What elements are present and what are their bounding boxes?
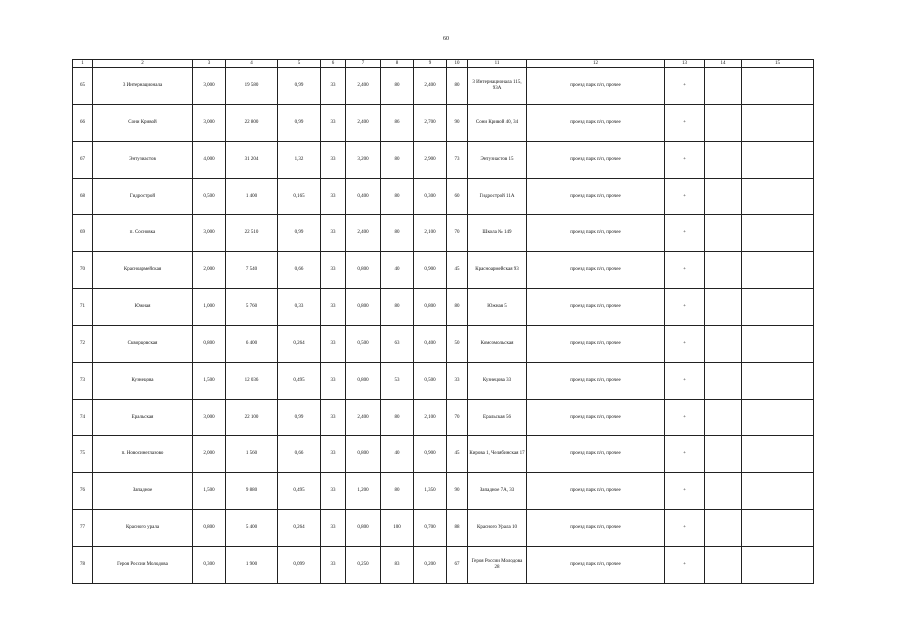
actual-load-cell: 0,400 (346, 178, 381, 215)
column-number: 11 (468, 60, 527, 68)
actual-percent-cell: 80 (381, 141, 414, 178)
address-cell: Комсомольская (468, 325, 527, 362)
empty-cell (705, 252, 742, 289)
forecast-load-cell: 2,900 (414, 141, 447, 178)
table-row (73, 436, 814, 473)
capacity-cell: 0,800 (193, 325, 226, 362)
mark-cell: + (665, 399, 705, 436)
column-number: 12 (527, 60, 665, 68)
forecast-percent-cell: 88 (447, 510, 468, 547)
site-name-cell: п. Сосновка (93, 215, 193, 252)
forecast-load-cell: 0,200 (414, 546, 447, 583)
purpose-text-cell: проезд парк п/п, прочее (527, 325, 665, 362)
load-value-cell: 0,99 (278, 104, 321, 141)
forecast-percent-cell: 45 (447, 436, 468, 473)
address-cell: Южная 5 (468, 289, 527, 326)
column-number: 9 (414, 60, 447, 68)
forecast-load-cell: 2,100 (414, 215, 447, 252)
capacity-cell: 0,500 (193, 178, 226, 215)
address-cell: Школа № 149 (468, 215, 527, 252)
row-number-cell: 66 (73, 104, 93, 141)
address-cell: Еральская 56 (468, 399, 527, 436)
actual-percent-cell: 80 (381, 289, 414, 326)
capacity-cell: 0,800 (193, 510, 226, 547)
forecast-percent-cell: 90 (447, 473, 468, 510)
empty-cell (742, 104, 814, 141)
actual-load-cell: 3,200 (346, 141, 381, 178)
address-cell: 3 Интернационала 115, 93А (468, 68, 527, 105)
forecast-percent-cell: 70 (447, 399, 468, 436)
site-name-cell: Гидрострой (93, 178, 193, 215)
forecast-percent-cell: 80 (447, 68, 468, 105)
mark-cell: + (665, 289, 705, 326)
column-number: 1 (73, 60, 93, 68)
load-value-cell: 0,264 (278, 325, 321, 362)
norm-percent-cell: 33 (321, 289, 346, 326)
mark-cell: + (665, 252, 705, 289)
site-name-cell: Сони Кривой (93, 104, 193, 141)
capacity-cell: 1,500 (193, 362, 226, 399)
actual-percent-cell: 40 (381, 436, 414, 473)
purpose-text-cell: проезд парк п/п, прочее (527, 252, 665, 289)
table-row (73, 178, 814, 215)
actual-load-cell: 2,400 (346, 399, 381, 436)
site-name-cell: Красного урала (93, 510, 193, 547)
forecast-percent-cell: 45 (447, 252, 468, 289)
actual-load-cell: 0,250 (346, 546, 381, 583)
population-cell: 22 100 (226, 399, 278, 436)
capacity-cell: 3,000 (193, 68, 226, 105)
row-number-cell: 70 (73, 252, 93, 289)
table-row (73, 104, 814, 141)
forecast-load-cell: 0,500 (414, 362, 447, 399)
load-value-cell: 0,99 (278, 399, 321, 436)
page-number: 60 (443, 36, 449, 42)
actual-load-cell: 0,800 (346, 289, 381, 326)
address-cell: Гидрострой 11А (468, 178, 527, 215)
purpose-text-cell: проезд парк п/п, прочее (527, 399, 665, 436)
mark-cell: + (665, 104, 705, 141)
column-number: 4 (226, 60, 278, 68)
row-number-cell: 74 (73, 399, 93, 436)
forecast-load-cell: 2,100 (414, 399, 447, 436)
load-value-cell: 0,264 (278, 510, 321, 547)
norm-percent-cell: 33 (321, 436, 346, 473)
capacity-cell: 4,000 (193, 141, 226, 178)
purpose-text-cell: проезд парк п/п, прочее (527, 178, 665, 215)
site-name-cell: п. Новосинеглазово (93, 436, 193, 473)
population-cell: 1 400 (226, 178, 278, 215)
site-name-cell: Кузнецова (93, 362, 193, 399)
column-number: 10 (447, 60, 468, 68)
actual-load-cell: 1,200 (346, 473, 381, 510)
actual-load-cell: 0,500 (346, 325, 381, 362)
purpose-text-cell: проезд парк п/п, прочее (527, 546, 665, 583)
table-row (73, 325, 814, 362)
forecast-load-cell: 1,350 (414, 473, 447, 510)
actual-percent-cell: 63 (381, 325, 414, 362)
column-number: 13 (665, 60, 705, 68)
forecast-load-cell: 2,400 (414, 68, 447, 105)
norm-percent-cell: 33 (321, 362, 346, 399)
empty-cell (705, 436, 742, 473)
norm-percent-cell: 33 (321, 141, 346, 178)
population-cell: 5 760 (226, 289, 278, 326)
table-row (73, 68, 814, 105)
norm-percent-cell: 33 (321, 510, 346, 547)
capacity-cell: 1,000 (193, 289, 226, 326)
purpose-text-cell: проезд парк п/п, прочее (527, 436, 665, 473)
actual-load-cell: 0,800 (346, 252, 381, 289)
forecast-percent-cell: 33 (447, 362, 468, 399)
forecast-percent-cell: 50 (447, 325, 468, 362)
forecast-load-cell: 0,900 (414, 252, 447, 289)
norm-percent-cell: 33 (321, 178, 346, 215)
mark-cell: + (665, 141, 705, 178)
site-name-cell: Скворцовская (93, 325, 193, 362)
capacity-cell: 3,000 (193, 104, 226, 141)
empty-cell (705, 215, 742, 252)
address-cell: Красноармейская 93 (468, 252, 527, 289)
empty-cell (705, 141, 742, 178)
population-cell: 9 880 (226, 473, 278, 510)
row-number-cell: 75 (73, 436, 93, 473)
norm-percent-cell: 33 (321, 546, 346, 583)
forecast-percent-cell: 80 (447, 289, 468, 326)
forecast-percent-cell: 60 (447, 178, 468, 215)
empty-cell (742, 141, 814, 178)
address-cell: Героя России Молодова 28 (468, 546, 527, 583)
capacity-cell: 1,500 (193, 473, 226, 510)
table-row (73, 289, 814, 326)
empty-cell (742, 68, 814, 105)
row-number-cell: 76 (73, 473, 93, 510)
site-name-cell: Героя России Молодова (93, 546, 193, 583)
column-number: 2 (93, 60, 193, 68)
population-cell: 31 204 (226, 141, 278, 178)
column-number: 14 (705, 60, 742, 68)
mark-cell: + (665, 436, 705, 473)
load-value-cell: 0,66 (278, 252, 321, 289)
actual-load-cell: 2,400 (346, 104, 381, 141)
purpose-text-cell: проезд парк п/п, прочее (527, 362, 665, 399)
forecast-load-cell: 0,400 (414, 325, 447, 362)
actual-percent-cell: 80 (381, 215, 414, 252)
mark-cell: + (665, 68, 705, 105)
site-name-cell: Западное (93, 473, 193, 510)
forecast-load-cell: 0,800 (414, 289, 447, 326)
norm-percent-cell: 33 (321, 215, 346, 252)
address-cell: Красного Урала 10 (468, 510, 527, 547)
forecast-load-cell: 2,700 (414, 104, 447, 141)
capacity-cell: 2,000 (193, 252, 226, 289)
mark-cell: + (665, 178, 705, 215)
empty-cell (705, 178, 742, 215)
forecast-load-cell: 0,300 (414, 178, 447, 215)
load-value-cell: 0,66 (278, 436, 321, 473)
site-name-cell: 3 Интернационала (93, 68, 193, 105)
row-number-cell: 77 (73, 510, 93, 547)
norm-percent-cell: 33 (321, 104, 346, 141)
load-value-cell: 0,99 (278, 215, 321, 252)
row-number-cell: 69 (73, 215, 93, 252)
column-number: 5 (278, 60, 321, 68)
population-cell: 7 540 (226, 252, 278, 289)
mark-cell: + (665, 362, 705, 399)
empty-cell (742, 362, 814, 399)
capacity-cell: 3,000 (193, 215, 226, 252)
empty-cell (742, 510, 814, 547)
purpose-text-cell: проезд парк п/п, прочее (527, 104, 665, 141)
empty-cell (742, 325, 814, 362)
row-number-cell: 65 (73, 68, 93, 105)
actual-load-cell: 2,400 (346, 215, 381, 252)
purpose-text-cell: проезд парк п/п, прочее (527, 289, 665, 326)
empty-cell (742, 252, 814, 289)
load-value-cell: 0,165 (278, 178, 321, 215)
row-number-cell: 71 (73, 289, 93, 326)
purpose-text-cell: проезд парк п/п, прочее (527, 473, 665, 510)
population-cell: 1 560 (226, 436, 278, 473)
column-number-row (73, 60, 814, 68)
forecast-percent-cell: 90 (447, 104, 468, 141)
address-cell: Кирова 1, Челябинская 17 (468, 436, 527, 473)
population-cell: 5 400 (226, 510, 278, 547)
load-value-cell: 0,099 (278, 546, 321, 583)
address-cell: Кузнецова 33 (468, 362, 527, 399)
table-row (73, 141, 814, 178)
column-number: 6 (321, 60, 346, 68)
population-cell: 6 400 (226, 325, 278, 362)
population-cell: 22 510 (226, 215, 278, 252)
population-cell: 19 580 (226, 68, 278, 105)
address-cell: Сони Кривой 40, 34 (468, 104, 527, 141)
row-number-cell: 73 (73, 362, 93, 399)
column-number: 8 (381, 60, 414, 68)
mark-cell: + (665, 473, 705, 510)
purpose-text-cell: проезд парк п/п, прочее (527, 141, 665, 178)
purpose-text-cell: проезд парк п/п, прочее (527, 68, 665, 105)
purpose-text-cell: проезд парк п/п, прочее (527, 215, 665, 252)
forecast-percent-cell: 67 (447, 546, 468, 583)
actual-percent-cell: 80 (381, 399, 414, 436)
population-cell: 12 036 (226, 362, 278, 399)
column-number: 3 (193, 60, 226, 68)
empty-cell (742, 546, 814, 583)
forecast-load-cell: 0,900 (414, 436, 447, 473)
empty-cell (705, 362, 742, 399)
empty-cell (742, 289, 814, 326)
actual-percent-cell: 80 (381, 68, 414, 105)
norm-percent-cell: 33 (321, 252, 346, 289)
capacity-cell: 0,300 (193, 546, 226, 583)
empty-cell (742, 178, 814, 215)
actual-load-cell: 0,800 (346, 362, 381, 399)
empty-cell (705, 473, 742, 510)
empty-cell (742, 399, 814, 436)
table-row (73, 510, 814, 547)
column-number: 15 (742, 60, 814, 68)
actual-load-cell: 0,800 (346, 436, 381, 473)
row-number-cell: 67 (73, 141, 93, 178)
empty-cell (742, 473, 814, 510)
mark-cell: + (665, 510, 705, 547)
empty-cell (705, 546, 742, 583)
empty-cell (742, 436, 814, 473)
table-row (73, 399, 814, 436)
norm-percent-cell: 33 (321, 325, 346, 362)
empty-cell (705, 289, 742, 326)
site-name-cell: Еральская (93, 399, 193, 436)
empty-cell (705, 68, 742, 105)
table-row (73, 252, 814, 289)
table-row (73, 362, 814, 399)
row-number-cell: 72 (73, 325, 93, 362)
mark-cell: + (665, 546, 705, 583)
population-cell: 22 800 (226, 104, 278, 141)
mark-cell: + (665, 325, 705, 362)
forecast-load-cell: 0,700 (414, 510, 447, 547)
population-cell: 1 900 (226, 546, 278, 583)
address-cell: Западное 7А, 33 (468, 473, 527, 510)
mark-cell: + (665, 215, 705, 252)
load-value-cell: 0,33 (278, 289, 321, 326)
row-number-cell: 68 (73, 178, 93, 215)
load-value-cell: 0,495 (278, 473, 321, 510)
actual-percent-cell: 40 (381, 252, 414, 289)
site-name-cell: Южная (93, 289, 193, 326)
actual-load-cell: 2,400 (346, 68, 381, 105)
table-row (73, 546, 814, 583)
load-value-cell: 1,32 (278, 141, 321, 178)
address-cell: Энтузиастов 15 (468, 141, 527, 178)
site-name-cell: Красноармейская (93, 252, 193, 289)
actual-percent-cell: 80 (381, 473, 414, 510)
site-name-cell: Энтузиастов (93, 141, 193, 178)
table-row (73, 473, 814, 510)
load-value-cell: 0,99 (278, 68, 321, 105)
actual-percent-cell: 53 (381, 362, 414, 399)
norm-percent-cell: 33 (321, 473, 346, 510)
capacity-cell: 3,000 (193, 399, 226, 436)
column-number: 7 (346, 60, 381, 68)
empty-cell (705, 325, 742, 362)
actual-percent-cell: 80 (381, 178, 414, 215)
registry-table (72, 59, 814, 584)
forecast-percent-cell: 70 (447, 215, 468, 252)
norm-percent-cell: 33 (321, 399, 346, 436)
norm-percent-cell: 33 (321, 68, 346, 105)
empty-cell (742, 215, 814, 252)
empty-cell (705, 510, 742, 547)
actual-load-cell: 0,800 (346, 510, 381, 547)
forecast-percent-cell: 73 (447, 141, 468, 178)
capacity-cell: 2,000 (193, 436, 226, 473)
purpose-text-cell: проезд парк п/п, прочее (527, 510, 665, 547)
row-number-cell: 78 (73, 546, 93, 583)
table-row (73, 215, 814, 252)
actual-percent-cell: 83 (381, 546, 414, 583)
actual-percent-cell: 100 (381, 510, 414, 547)
load-value-cell: 0,495 (278, 362, 321, 399)
empty-cell (705, 104, 742, 141)
empty-cell (705, 399, 742, 436)
actual-percent-cell: 86 (381, 104, 414, 141)
